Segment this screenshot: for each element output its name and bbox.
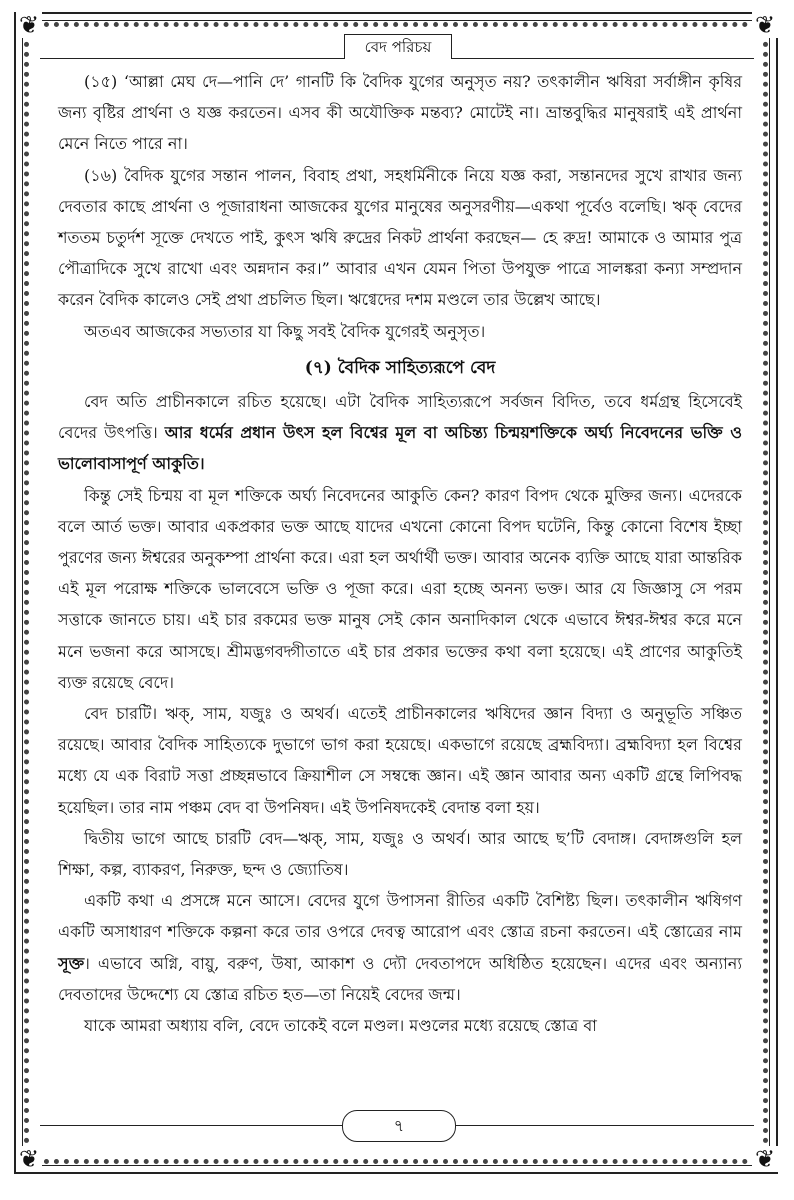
- paragraph: [58, 885, 742, 1010]
- page-number-badge: [342, 1110, 456, 1142]
- paragraph: কিন্তু সেই চিন্ময় বা মূল শক্তিকে অর্ঘ্য নিবেদনের আকুতি কেন? কারণ বিপদ থেকে মুক্তির জন্য। এদেরকে বলে আর্ত ভক্ত। আবার একপ্রকার ভক্ত আছে যাদের এখনো কোনো বিপদ ঘটেনি, কিন্তু কোনো বিশেষ ইচ্ছা পুরণের জন্য ঈশ্বরের অনুকম্পা প্রার্থনা করে। এরা হল অর্থার্থী ভক্ত। আবার অনেক ব্যক্তি আছে যারা আন্তরিক এই মূল পরোক্ষ শক্তিকে ভালবেসে ভক্তি ও পূজা করে। এরা হচ্ছে অনন্য ভক্ত। আর যে জিজ্ঞাসু সে পরম সত্তাকে জানতে চায়। এই চার রকমের ভক্ত মানুষ সেই কোন অনাদিকাল থেকে এভাবে ঈশ্বর-ঈশ্বর করে মনে মনে ভজনা করে আসছে। শ্রীমদ্ভগবদ্গীতাতে এই চার প্রকার ভক্তের কথা বলা হয়েছে। এই প্রাণের আকুতিই ব্যক্ত রয়েছে বেদে।: [58, 485, 742, 692]
- paragraph: (১৫) ‘আল্লা মেঘ দে—পানি দে’ গানটি কি বৈদিক যুগের অনুসৃত নয়? তৎকালীন ঋষিরা সর্বাঙ্গীন কৃষির জন্য বৃষ্টির প্রার্থনা ও যজ্ঞ করতেন। এসব কী অযৌক্তিক মন্তব্য? মোটেই না। ভ্রান্তবুদ্ধির মানুষরাই এই প্রার্থনা মেনে নিতে পারে না।: [58, 72, 742, 154]
- paragraph: বেদ চারটি। ঋক্, সাম, যজুঃ ও অথর্ব। এতেই প্রাচীনকালের ঋষিদের জ্ঞান বিদ্যা ও অনুভূতি সঞ্চিত রয়েছে। আবার বৈদিক সাহিত্যকে দুভাগে ভাগ করা হয়েছে। একভাগে রয়েছে ব্রহ্মবিদ্যা। ব্রহ্মবিদ্যা হল বিশ্বের মধ্যে যে এক বিরাট সত্তা প্রচ্ছন্নভাবে ক্রিয়াশীল সে সম্বন্ধে জ্ঞান। এই জ্ঞান আবার অন্য একটি গ্রন্থে লিপিবদ্ধ হয়েছিল। তার নাম পঞ্চম বেদ বা উপনিষদ। এই উপনিষদকেই বেদান্ত বলা হয়।: [58, 704, 742, 817]
- section-heading: (৭) বৈদিক সাহিত্যরূপে বেদ: [304, 357, 496, 378]
- bold-term: সূক্ত: [58, 953, 85, 973]
- page-body: [58, 66, 742, 1041]
- paragraph: অতএব আজকের সভ্যতার যা কিছু সবই বৈদিক যুগেরই অনুসৃত।: [84, 321, 486, 341]
- paragraph-text: একটি কথা এ প্রসঙ্গে মনে আসে। বেদের যুগে উপাসনা রীতির একটি বৈশিষ্ট্য ছিল। তৎকালীন ঋষিগণ একটি অসাধারণ শক্তিকে কল্পনা করে তার ওপরে দেবত্ব আরোপ এবং স্তোত্র রচনা করতেন। এই স্তোত্রের নাম: [58, 891, 742, 942]
- paragraph: যাকে আমরা অধ্যায় বলি, বেদে তাকেই বলে মণ্ডল। মণ্ডলের মধ্যে রয়েছে স্তোত্র বা: [84, 1016, 597, 1036]
- paragraph: [58, 386, 742, 480]
- paragraph-text: বেদ অতি প্রাচীনকালে রচিত হয়েছে। এটা বৈদিক সাহিত্যরূপে সর্বজন বিদিত, তবে ধর্মগ্রন্থ হিসেবেই বেদের উৎপত্তি।: [58, 392, 742, 443]
- corner-ornament-icon: ❦: [16, 12, 42, 38]
- corner-ornament-icon: ❦: [752, 12, 778, 38]
- running-header-title: বেদ পরিচয়: [364, 38, 432, 56]
- corner-ornament-icon: ❦: [16, 1146, 42, 1172]
- page-number: ৭: [393, 1116, 405, 1135]
- paragraph: (১৬) বৈদিক যুগের সন্তান পালন, বিবাহ প্রথা, সহধর্মিনীকে নিয়ে যজ্ঞ করা, সন্তানদের সুখে রাখার জন্য দেবতার কাছে প্রার্থনা ও পূজারাধনা আজকের যুগের মানুষের অনুসরণীয়—একথা পূর্বেও বলেছি। ঋক্ বেদের শততম চতুর্দশ সূক্তে দেখতে পাই, কুৎস ঋষি রুদ্রের নিকট প্রার্থনা করছেন— হে রুদ্র! আমাকে ও আমার পুত্র পৌত্রাদিকে সুখে রাখো এবং অন্নদান কর।” আবার এখন যেমন পিতা উপযুক্ত পাত্রে সালঙ্করা কন্যা সম্প্রদান করেন বৈদিক কালেও সেই প্রথা প্রচলিত ছিল। ঋগ্বেদের দশম মণ্ডলে তার উল্লেখ আছে।: [58, 165, 742, 310]
- bold-emphasis: আর ধর্মের প্রধান উৎস হল বিশ্বের মূল বা অচিন্ত্য চিন্ময়শক্তিকে অর্ঘ্য নিবেদনের ভক্তি ও ভালোবাসাপূর্ণ আকুতি।: [58, 423, 742, 474]
- paragraph: দ্বিতীয় ভাগে আছে চারটি বেদ—ঋক্, সাম, যজুঃ ও অথর্ব। আর আছে ছ’টি বেদাঙ্গ। বেদাঙ্গগুলি হল শিক্ষা, কল্প, ব্যাকরণ, নিরুক্ত, ছন্দ ও জ্যোতিষ।: [58, 828, 742, 880]
- paragraph-text: । এভাবে অগ্নি, বায়ু, বরুণ, উষা, আকাশ ও দ্যৌ দেবতাপদে অধিষ্ঠিত হয়েছেন। এদের এবং অন্যান্য দেবতাদের উদ্দেশ্যে যে স্তোত্র রচিত হত—তা নিয়েই বেদের জন্ম।: [58, 953, 742, 1004]
- running-header: [344, 34, 452, 59]
- corner-ornament-icon: ❦: [752, 1146, 778, 1172]
